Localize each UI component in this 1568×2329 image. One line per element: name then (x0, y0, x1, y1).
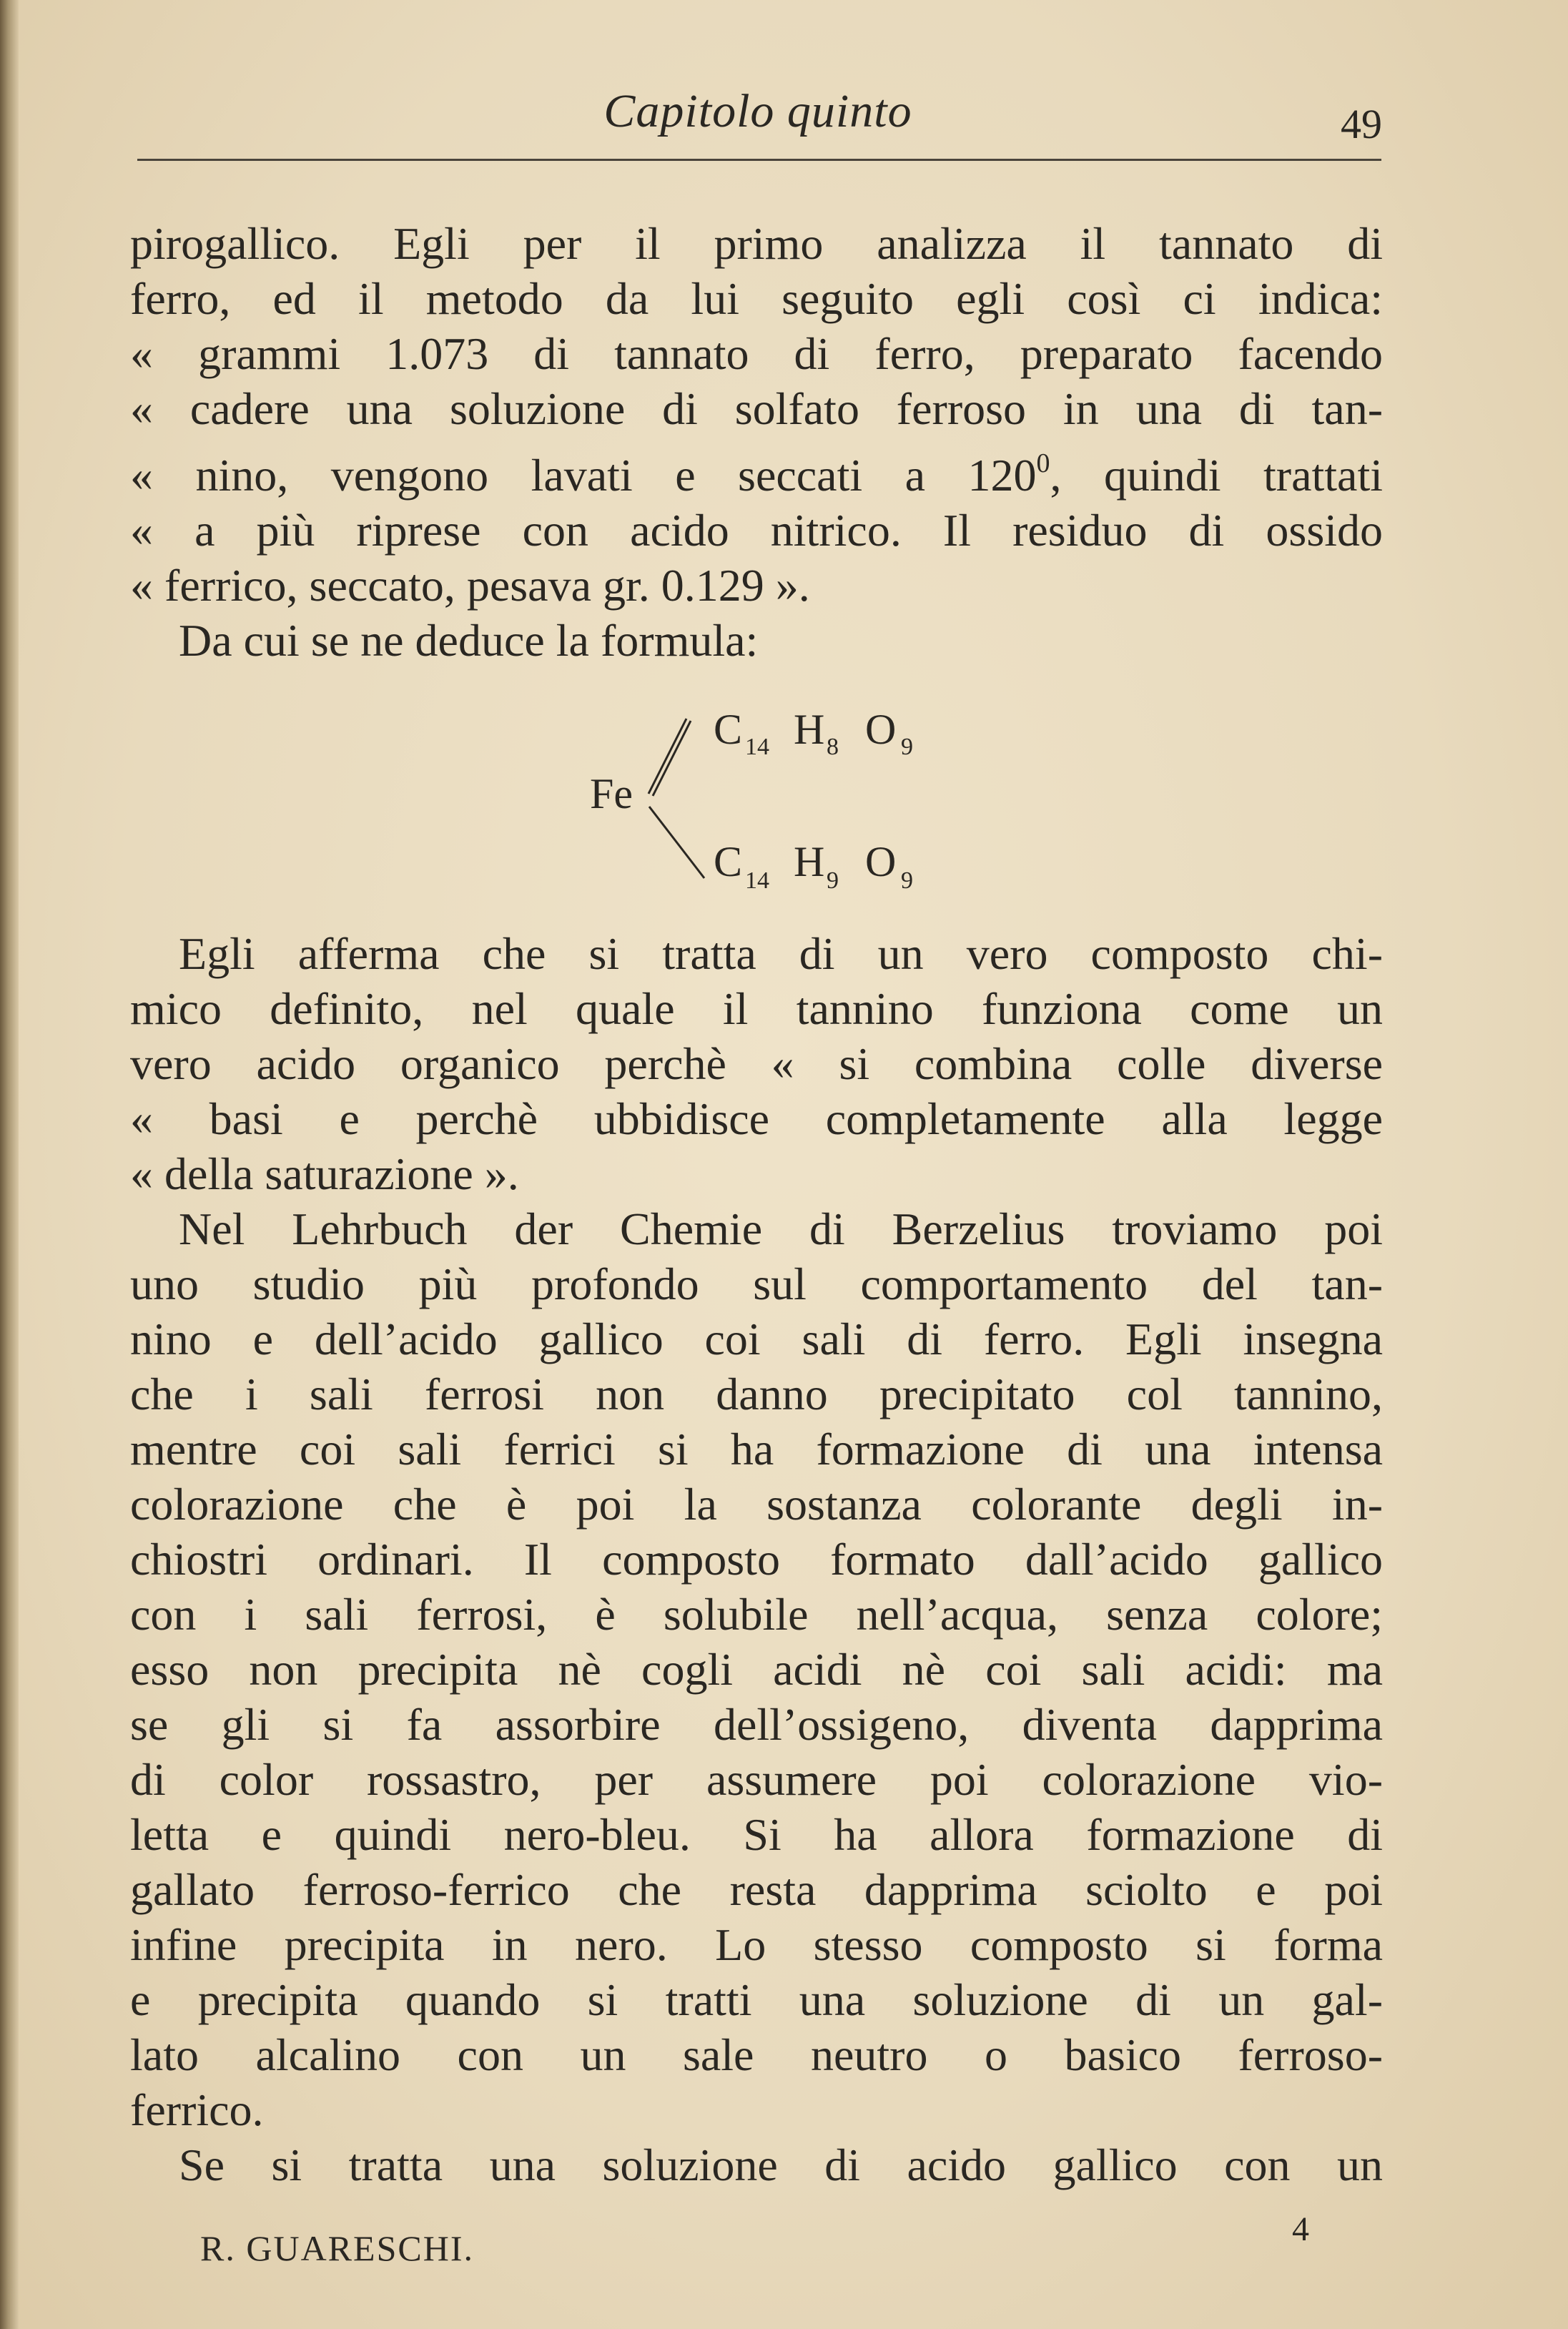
text-line: di color rossastro, per assumere poi colorazione vio- (130, 1754, 1383, 1805)
binding-edge (0, 0, 19, 2329)
paragraph-2 (130, 926, 1383, 1201)
formula-metal: Fe (590, 770, 633, 817)
header-rule (137, 159, 1381, 161)
formula-top-carbon: C (714, 706, 743, 753)
text-line: infine precipita in nero. Lo stesso composto si forma (130, 1919, 1383, 1970)
text-line: « della saturazione ». (130, 1148, 519, 1199)
formula-bottom-hydrogen-count: 9 (827, 867, 839, 894)
text-line: pirogallico. Egli per il primo analizza il tannato di (130, 218, 1383, 269)
formula-bond-lower (649, 807, 704, 878)
footer-author: R. GUARESCHI. (200, 2228, 474, 2268)
text-line: Nel Lehrbuch der Chemie di Berzelius troviamo poi (179, 1203, 1383, 1254)
text-line: Da cui se ne deduce la formula: (179, 615, 759, 666)
text-line: « a più riprese con acido nitrico. Il residuo di ossido (130, 505, 1383, 556)
page-number: 49 (1341, 101, 1382, 147)
text-line: che i sali ferrosi non danno precipitato col tannino, (130, 1369, 1383, 1419)
text-line: esso non precipita nè cogli acidi nè coi sali acidi: ma (130, 1644, 1383, 1695)
formula-bottom-carbon: C (714, 838, 743, 885)
text-line: « grammi 1.073 di tannato di ferro, preparato facendo (130, 328, 1383, 379)
text-line: nino e dell’acido gallico coi sali di ferro. Egli insegna (130, 1314, 1383, 1364)
chemical-formula (572, 701, 972, 915)
formula-bottom-carbon-count: 14 (745, 867, 769, 894)
signature-mark: 4 (1292, 2210, 1309, 2248)
text-line: con i sali ferrosi, è solubile nell’acqua, senza colore; (130, 1589, 1383, 1640)
text-line: gallato ferroso-ferrico che resta dapprima sciolto e poi (130, 1864, 1383, 1915)
text-line: lato alcalino con un sale neutro o basico ferroso- (130, 2029, 1383, 2080)
formula-bottom-oxygen: O (865, 838, 897, 885)
formula-bond-upper (653, 721, 691, 796)
text-line: Se si tratta una soluzione di acido gallico con un (179, 2140, 1383, 2190)
formula-bond-upper (649, 719, 686, 794)
text-fragment: , quindi trattati (1050, 450, 1384, 501)
text-line: mentre coi sali ferrici si ha formazione di una intensa (130, 1424, 1383, 1474)
text-line: vero acido organico perchè « si combina colle diverse (130, 1038, 1383, 1089)
text-line: ferro, ed il metodo da lui seguito egli così ci indica: (130, 273, 1383, 324)
formula-top-oxygen-count: 9 (901, 734, 913, 760)
text-line: « ferrico, seccato, pesava gr. 0.129 ». (130, 560, 810, 611)
text-line: e precipita quando si tratti una soluzione di un gal- (130, 1974, 1383, 2025)
text-line: mico definito, nel quale il tannino funziona come un (130, 983, 1383, 1034)
text-line: « cadere una soluzione di solfato ferroso in una di tan- (130, 383, 1383, 434)
text-line: letta e quindi nero-bleu. Si ha allora formazione di (130, 1809, 1383, 1860)
text-line: Egli afferma che si tratta di un vero composto chi- (179, 928, 1383, 979)
formula-top-carbon-count: 14 (745, 734, 769, 760)
text-line: colorazione che è poi la sostanza colorante degli in- (130, 1479, 1383, 1530)
text-fragment: « nino, vengono lavati e seccati a 120 (130, 450, 1037, 501)
formula-top-hydrogen: H (794, 706, 825, 753)
degree-superscript: 0 (1036, 448, 1050, 478)
paragraph-1 (130, 216, 1383, 668)
formula-bottom-hydrogen: H (794, 838, 825, 885)
formula-top-hydrogen-count: 8 (827, 734, 839, 760)
text-line: chiostri ordinari. Il composto formato dall’acido gallico (130, 1534, 1383, 1585)
text-line: ferrico. (130, 2084, 264, 2135)
running-title: Capitolo quinto (603, 85, 912, 137)
text-line (130, 436, 1383, 503)
text-line: « basi e perchè ubbidisce completamente alla legge (130, 1093, 1383, 1144)
paragraph-3 (130, 1201, 1383, 2192)
formula-top-oxygen: O (865, 706, 897, 753)
text-line: uno studio più profondo sul comportamento del tan- (130, 1259, 1383, 1309)
formula-bottom-oxygen-count: 9 (901, 867, 913, 894)
text-line: se gli si fa assorbire dell’ossigeno, diventa dapprima (130, 1699, 1383, 1750)
